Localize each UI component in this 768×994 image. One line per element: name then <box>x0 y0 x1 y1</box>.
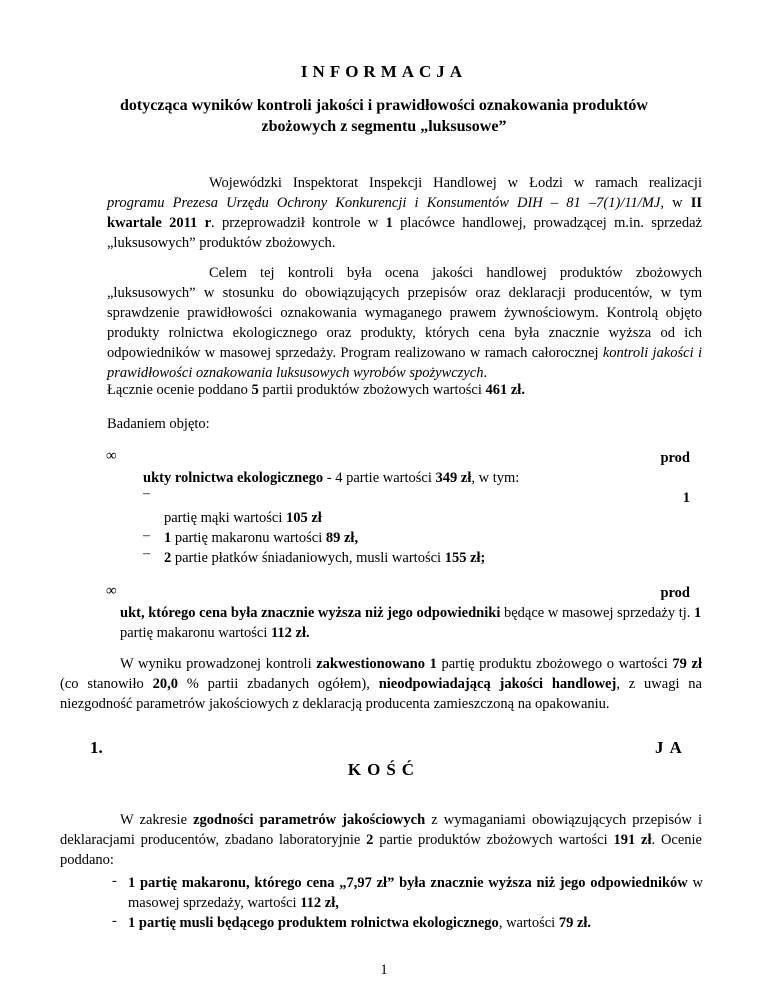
infinity-bullet-icon: ∞ <box>106 583 117 599</box>
result-paragraph: W wyniku prowadzonej kontroli zakwestionowano 1 partię produktu zbożowego o wartości 79 zł (co stanowiło 20,0 % partii zbadanych ogółem), nieodpowiadającą jakości handlowej, z uwagi na niezgodność parametrów jakościowych z deklaracją producenta zamieszczoną na opakowaniu. <box>60 656 702 712</box>
infinity-bullet-icon: ∞ <box>106 448 117 464</box>
section-number: 1. <box>90 738 103 757</box>
list-item: 1 partię makaronu, którego cena „7,97 zł” była znacznie wyższa niż jego odpowiedników w masowej sprzedaży, wartości 112 zł, <box>128 875 703 911</box>
dash-icon: – <box>143 486 150 501</box>
dash-icon: – <box>143 546 150 561</box>
page-number: 1 <box>380 962 388 978</box>
section-heading-part2: KOŚĆ <box>347 760 421 779</box>
intro-paragraph: Wojewódzki Inspektorat Inspekcji Handlowej w Łodzi w ramach realizacji programu Prezesa Urzędu Ochrony Konkurencji i Konsumentów DIH – 81 –7(1)/11/MJ, w II kwartale 2011 r. przeprowadził kontrole w 1 placówce handlowej, prowadzącej m.in. sprzedaż „luksusowych” produktów zbożowych. <box>107 175 702 251</box>
bullet1-word-start: prod <box>660 450 690 466</box>
section-heading-part1: JA <box>655 738 688 757</box>
bullet2-text: ukt, którego cena była znacznie wyższa niż jego odpowiedniki będące w masowej sprzedaży tj. 1 partię makaronu wartości 112 zł. <box>120 605 702 641</box>
list-dash-icon: - <box>112 873 117 889</box>
sub1-number: 1 <box>682 490 690 506</box>
document-subtitle: dotycząca wyników kontroli jakości i prawidłowości oznakowania produktów zbożowych z segmentu „luksusowe” <box>120 97 648 135</box>
bullet2-word-start: prod <box>660 585 690 601</box>
sub2-text: 1 partię makaronu wartości 89 zł, <box>164 530 359 546</box>
list-item: 1 partię musli będącego produktem rolnictwa ekologicznego, wartości 79 zł. <box>128 915 592 931</box>
scope-label: Badaniem objęto: <box>107 416 210 432</box>
document-title: INFORMACJA <box>300 62 468 81</box>
bullet1-text: ukty rolnictwa ekologicznego - 4 partie wartości 349 zł, w tym: <box>143 470 520 486</box>
purpose-paragraph: Celem tej kontroli była ocena jakości handlowej produktów zbożowych „luksusowych” w stosunku do obowiązujących przepisów oraz deklaracji producentów, w tym sprawdzenie prawidłowości oznakowania wymaganego prawem żywnościowym. Kontrolą objęto produkty rolnictwa ekologicznego oraz produkty, których cena była znacznie wyższa od ich odpowiedników w masowej sprzedaży. Program realizowano w ramach całorocznej kontroli jakości i prawidłowości oznakowania luksusowych wyrobów spożywczych. <box>107 265 702 381</box>
sub3-text: 2 partie płatków śniadaniowych, musli wartości 155 zł; <box>164 550 486 566</box>
summary-line: Łącznie ocenie poddano 5 partii produktów zbożowych wartości 461 zł. <box>107 382 525 398</box>
quality-paragraph: W zakresie zgodności parametrów jakościowych z wymaganiami obowiązujących przepisów i deklaracjami producentów, zbadano laboratoryjnie 2 partie produktów zbożowych wartości 191 zł. Ocenie poddano: <box>60 812 702 868</box>
dash-icon: – <box>143 528 150 543</box>
sub1-text: partię mąki wartości 105 zł <box>164 510 322 526</box>
list-dash-icon: - <box>112 913 117 929</box>
